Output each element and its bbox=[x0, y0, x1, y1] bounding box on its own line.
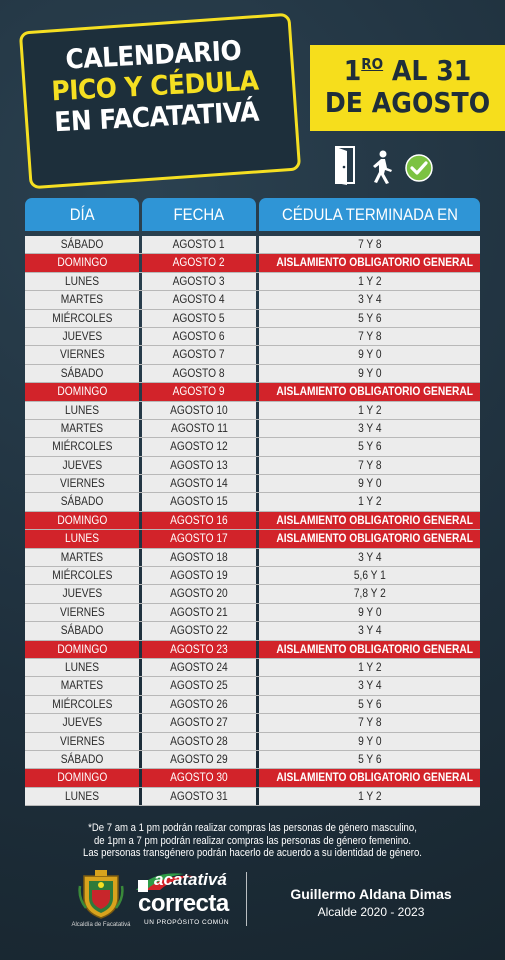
table-row bbox=[25, 512, 480, 530]
cell-dia: DOMINGO bbox=[25, 769, 139, 786]
cell-dia: LUNES bbox=[25, 273, 139, 290]
cell-cedula: AISLAMIENTO OBLIGATORIO GENERAL bbox=[259, 254, 480, 271]
table-row bbox=[25, 641, 480, 659]
cell-cedula: 9 Y 0 bbox=[259, 365, 480, 382]
table-row bbox=[25, 677, 480, 695]
cell-cedula: 9 Y 0 bbox=[259, 475, 480, 492]
cell-fecha: AGOSTO 1 bbox=[142, 236, 256, 253]
table-body bbox=[25, 236, 480, 806]
title-line-2: PICO Y CÉDULA bbox=[50, 65, 260, 108]
cell-dia: JUEVES bbox=[25, 457, 139, 474]
cell-fecha: AGOSTO 12 bbox=[142, 438, 256, 455]
table-row bbox=[25, 493, 480, 511]
cell-dia: MARTES bbox=[25, 677, 139, 694]
cell-fecha: AGOSTO 27 bbox=[142, 714, 256, 731]
cell-cedula: 1 Y 2 bbox=[259, 659, 480, 676]
cell-cedula: AISLAMIENTO OBLIGATORIO GENERAL bbox=[259, 383, 480, 400]
title-line-3: EN FACATATIVÁ bbox=[53, 96, 260, 139]
cell-fecha: AGOSTO 26 bbox=[142, 696, 256, 713]
cell-cedula: AISLAMIENTO OBLIGATORIO GENERAL bbox=[259, 641, 480, 658]
cell-dia: LUNES bbox=[25, 402, 139, 419]
cell-fecha: AGOSTO 17 bbox=[142, 530, 256, 547]
cell-dia: SÁBADO bbox=[25, 751, 139, 768]
cell-fecha: AGOSTO 19 bbox=[142, 567, 256, 584]
cell-cedula: 1 Y 2 bbox=[259, 493, 480, 510]
cell-fecha: AGOSTO 8 bbox=[142, 365, 256, 382]
seal-caption: Alcaldía de Facatativá bbox=[71, 922, 131, 928]
cell-fecha: AGOSTO 13 bbox=[142, 457, 256, 474]
table-row bbox=[25, 530, 480, 548]
table-row bbox=[25, 585, 480, 603]
cell-dia: SÁBADO bbox=[25, 365, 139, 382]
cell-fecha: AGOSTO 30 bbox=[142, 769, 256, 786]
cell-fecha: AGOSTO 3 bbox=[142, 273, 256, 290]
cell-cedula: 5,6 Y 1 bbox=[259, 567, 480, 584]
table-row bbox=[25, 291, 480, 309]
table-row bbox=[25, 567, 480, 585]
cell-dia: DOMINGO bbox=[25, 641, 139, 658]
footnote-line-2: de 1pm a 7 pm podrán realizar compras las personas de género femenino. bbox=[93, 834, 412, 847]
check-circle-icon bbox=[405, 154, 433, 182]
table-row bbox=[25, 788, 480, 806]
cell-dia: MIÉRCOLES bbox=[25, 438, 139, 455]
municipal-seal-icon bbox=[78, 868, 124, 920]
cell-dia: VIERNES bbox=[25, 733, 139, 750]
cell-cedula: 3 Y 4 bbox=[259, 677, 480, 694]
cell-fecha: AGOSTO 25 bbox=[142, 677, 256, 694]
table-row bbox=[25, 346, 480, 364]
date-banner bbox=[310, 45, 505, 131]
cell-fecha: AGOSTO 22 bbox=[142, 622, 256, 639]
logo-text-main: correcta bbox=[138, 890, 229, 917]
table-row bbox=[25, 328, 480, 346]
cell-dia: JUEVES bbox=[25, 585, 139, 602]
cell-dia: DOMINGO bbox=[25, 512, 139, 529]
table-row bbox=[25, 769, 480, 787]
cell-cedula: 5 Y 6 bbox=[259, 310, 480, 327]
cell-cedula: 3 Y 4 bbox=[259, 549, 480, 566]
table-row bbox=[25, 310, 480, 328]
cell-cedula: 7 Y 8 bbox=[259, 328, 480, 345]
column-header-cedula: CÉDULA TERMINADA EN bbox=[259, 198, 480, 231]
cell-cedula: AISLAMIENTO OBLIGATORIO GENERAL bbox=[259, 512, 480, 529]
cell-dia: VIERNES bbox=[25, 604, 139, 621]
cell-dia: MIÉRCOLES bbox=[25, 310, 139, 327]
cell-fecha: AGOSTO 28 bbox=[142, 733, 256, 750]
cell-cedula: 1 Y 2 bbox=[259, 402, 480, 419]
cell-fecha: AGOSTO 11 bbox=[142, 420, 256, 437]
door-exit-icon bbox=[333, 145, 363, 185]
logo-text-top: acatativá bbox=[154, 870, 227, 889]
cell-cedula: 7 Y 8 bbox=[259, 457, 480, 474]
mayor-name: Guillermo Aldana Dimas bbox=[290, 886, 452, 902]
cell-cedula: 3 Y 4 bbox=[259, 622, 480, 639]
table-row bbox=[25, 457, 480, 475]
cell-dia: SÁBADO bbox=[25, 236, 139, 253]
cell-fecha: AGOSTO 23 bbox=[142, 641, 256, 658]
cell-cedula: 9 Y 0 bbox=[259, 604, 480, 621]
date-first-number: 1 bbox=[343, 54, 362, 87]
cell-dia: DOMINGO bbox=[25, 254, 139, 271]
cell-cedula: 5 Y 6 bbox=[259, 751, 480, 768]
table-row bbox=[25, 402, 480, 420]
table-row bbox=[25, 733, 480, 751]
table-row bbox=[25, 604, 480, 622]
cell-dia: JUEVES bbox=[25, 714, 139, 731]
cell-cedula: 1 Y 2 bbox=[259, 273, 480, 290]
poster-title bbox=[38, 34, 273, 139]
title-line-1: CALENDARIO bbox=[64, 35, 242, 76]
table-row bbox=[25, 751, 480, 769]
table-row bbox=[25, 659, 480, 677]
cell-cedula: 3 Y 4 bbox=[259, 291, 480, 308]
footnote-line-3: Las personas transgénero podrán hacerlo de acuerdo a su identidad de género. bbox=[83, 847, 422, 859]
cell-cedula: AISLAMIENTO OBLIGATORIO GENERAL bbox=[259, 530, 480, 547]
cell-dia: DOMINGO bbox=[25, 383, 139, 400]
date-month: DE AGOSTO bbox=[324, 86, 491, 119]
cell-fecha: AGOSTO 4 bbox=[142, 291, 256, 308]
cell-cedula: AISLAMIENTO OBLIGATORIO GENERAL bbox=[259, 769, 480, 786]
cell-fecha: AGOSTO 9 bbox=[142, 383, 256, 400]
cell-fecha: AGOSTO 18 bbox=[142, 549, 256, 566]
date-range-rest: AL 31 bbox=[383, 54, 472, 87]
cell-fecha: AGOSTO 31 bbox=[142, 788, 256, 805]
cell-cedula: 5 Y 6 bbox=[259, 696, 480, 713]
table-row bbox=[25, 438, 480, 456]
table-row bbox=[25, 254, 480, 272]
table-row bbox=[25, 236, 480, 254]
cell-fecha: AGOSTO 16 bbox=[142, 512, 256, 529]
cell-dia: MARTES bbox=[25, 291, 139, 308]
cell-dia: LUNES bbox=[25, 659, 139, 676]
cell-dia: VIERNES bbox=[25, 346, 139, 363]
cell-fecha: AGOSTO 6 bbox=[142, 328, 256, 345]
column-header-dia: DÍA bbox=[25, 198, 139, 231]
table-row bbox=[25, 383, 480, 401]
table-row bbox=[25, 365, 480, 383]
footnote bbox=[20, 822, 485, 860]
cell-fecha: AGOSTO 15 bbox=[142, 493, 256, 510]
column-header-fecha: FECHA bbox=[142, 198, 256, 231]
walking-person-icon bbox=[368, 150, 396, 184]
cell-dia: JUEVES bbox=[25, 328, 139, 345]
table-row bbox=[25, 714, 480, 732]
table-row bbox=[25, 549, 480, 567]
cell-cedula: 1 Y 2 bbox=[259, 788, 480, 805]
cell-fecha: AGOSTO 2 bbox=[142, 254, 256, 271]
cell-dia: MARTES bbox=[25, 549, 139, 566]
cell-cedula: 9 Y 0 bbox=[259, 346, 480, 363]
mayor-role: Alcalde 2020 - 2023 bbox=[317, 905, 425, 919]
table-row bbox=[25, 696, 480, 714]
date-first-ordinal: RO bbox=[361, 55, 384, 73]
cell-cedula: 9 Y 0 bbox=[259, 733, 480, 750]
table-row bbox=[25, 273, 480, 291]
cell-fecha: AGOSTO 21 bbox=[142, 604, 256, 621]
cell-fecha: AGOSTO 29 bbox=[142, 751, 256, 768]
table-row bbox=[25, 622, 480, 640]
cell-cedula: 3 Y 4 bbox=[259, 420, 480, 437]
cell-fecha: AGOSTO 20 bbox=[142, 585, 256, 602]
cell-fecha: AGOSTO 14 bbox=[142, 475, 256, 492]
cell-cedula: 7 Y 8 bbox=[259, 714, 480, 731]
cell-dia: MIÉRCOLES bbox=[25, 696, 139, 713]
footnote-line-1: *De 7 am a 1 pm podrán realizar compras las personas de género masculino, bbox=[88, 822, 417, 834]
table-row bbox=[25, 475, 480, 493]
date-range bbox=[320, 55, 496, 119]
cell-dia: LUNES bbox=[25, 530, 139, 547]
logo-tagline: UN PROPÓSITO COMÚN bbox=[144, 919, 230, 926]
cell-fecha: AGOSTO 10 bbox=[142, 402, 256, 419]
cell-fecha: AGOSTO 7 bbox=[142, 346, 256, 363]
cell-cedula: 7 Y 8 bbox=[259, 236, 480, 253]
cell-dia: MARTES bbox=[25, 420, 139, 437]
cell-fecha: AGOSTO 5 bbox=[142, 310, 256, 327]
cell-dia: MIÉRCOLES bbox=[25, 567, 139, 584]
cell-dia: LUNES bbox=[25, 788, 139, 805]
cell-dia: SÁBADO bbox=[25, 622, 139, 639]
cell-cedula: 5 Y 6 bbox=[259, 438, 480, 455]
cell-fecha: AGOSTO 24 bbox=[142, 659, 256, 676]
cell-dia: VIERNES bbox=[25, 475, 139, 492]
cell-dia: SÁBADO bbox=[25, 493, 139, 510]
footer-divider bbox=[246, 872, 247, 926]
table-row bbox=[25, 420, 480, 438]
cell-cedula: 7,8 Y 2 bbox=[259, 585, 480, 602]
